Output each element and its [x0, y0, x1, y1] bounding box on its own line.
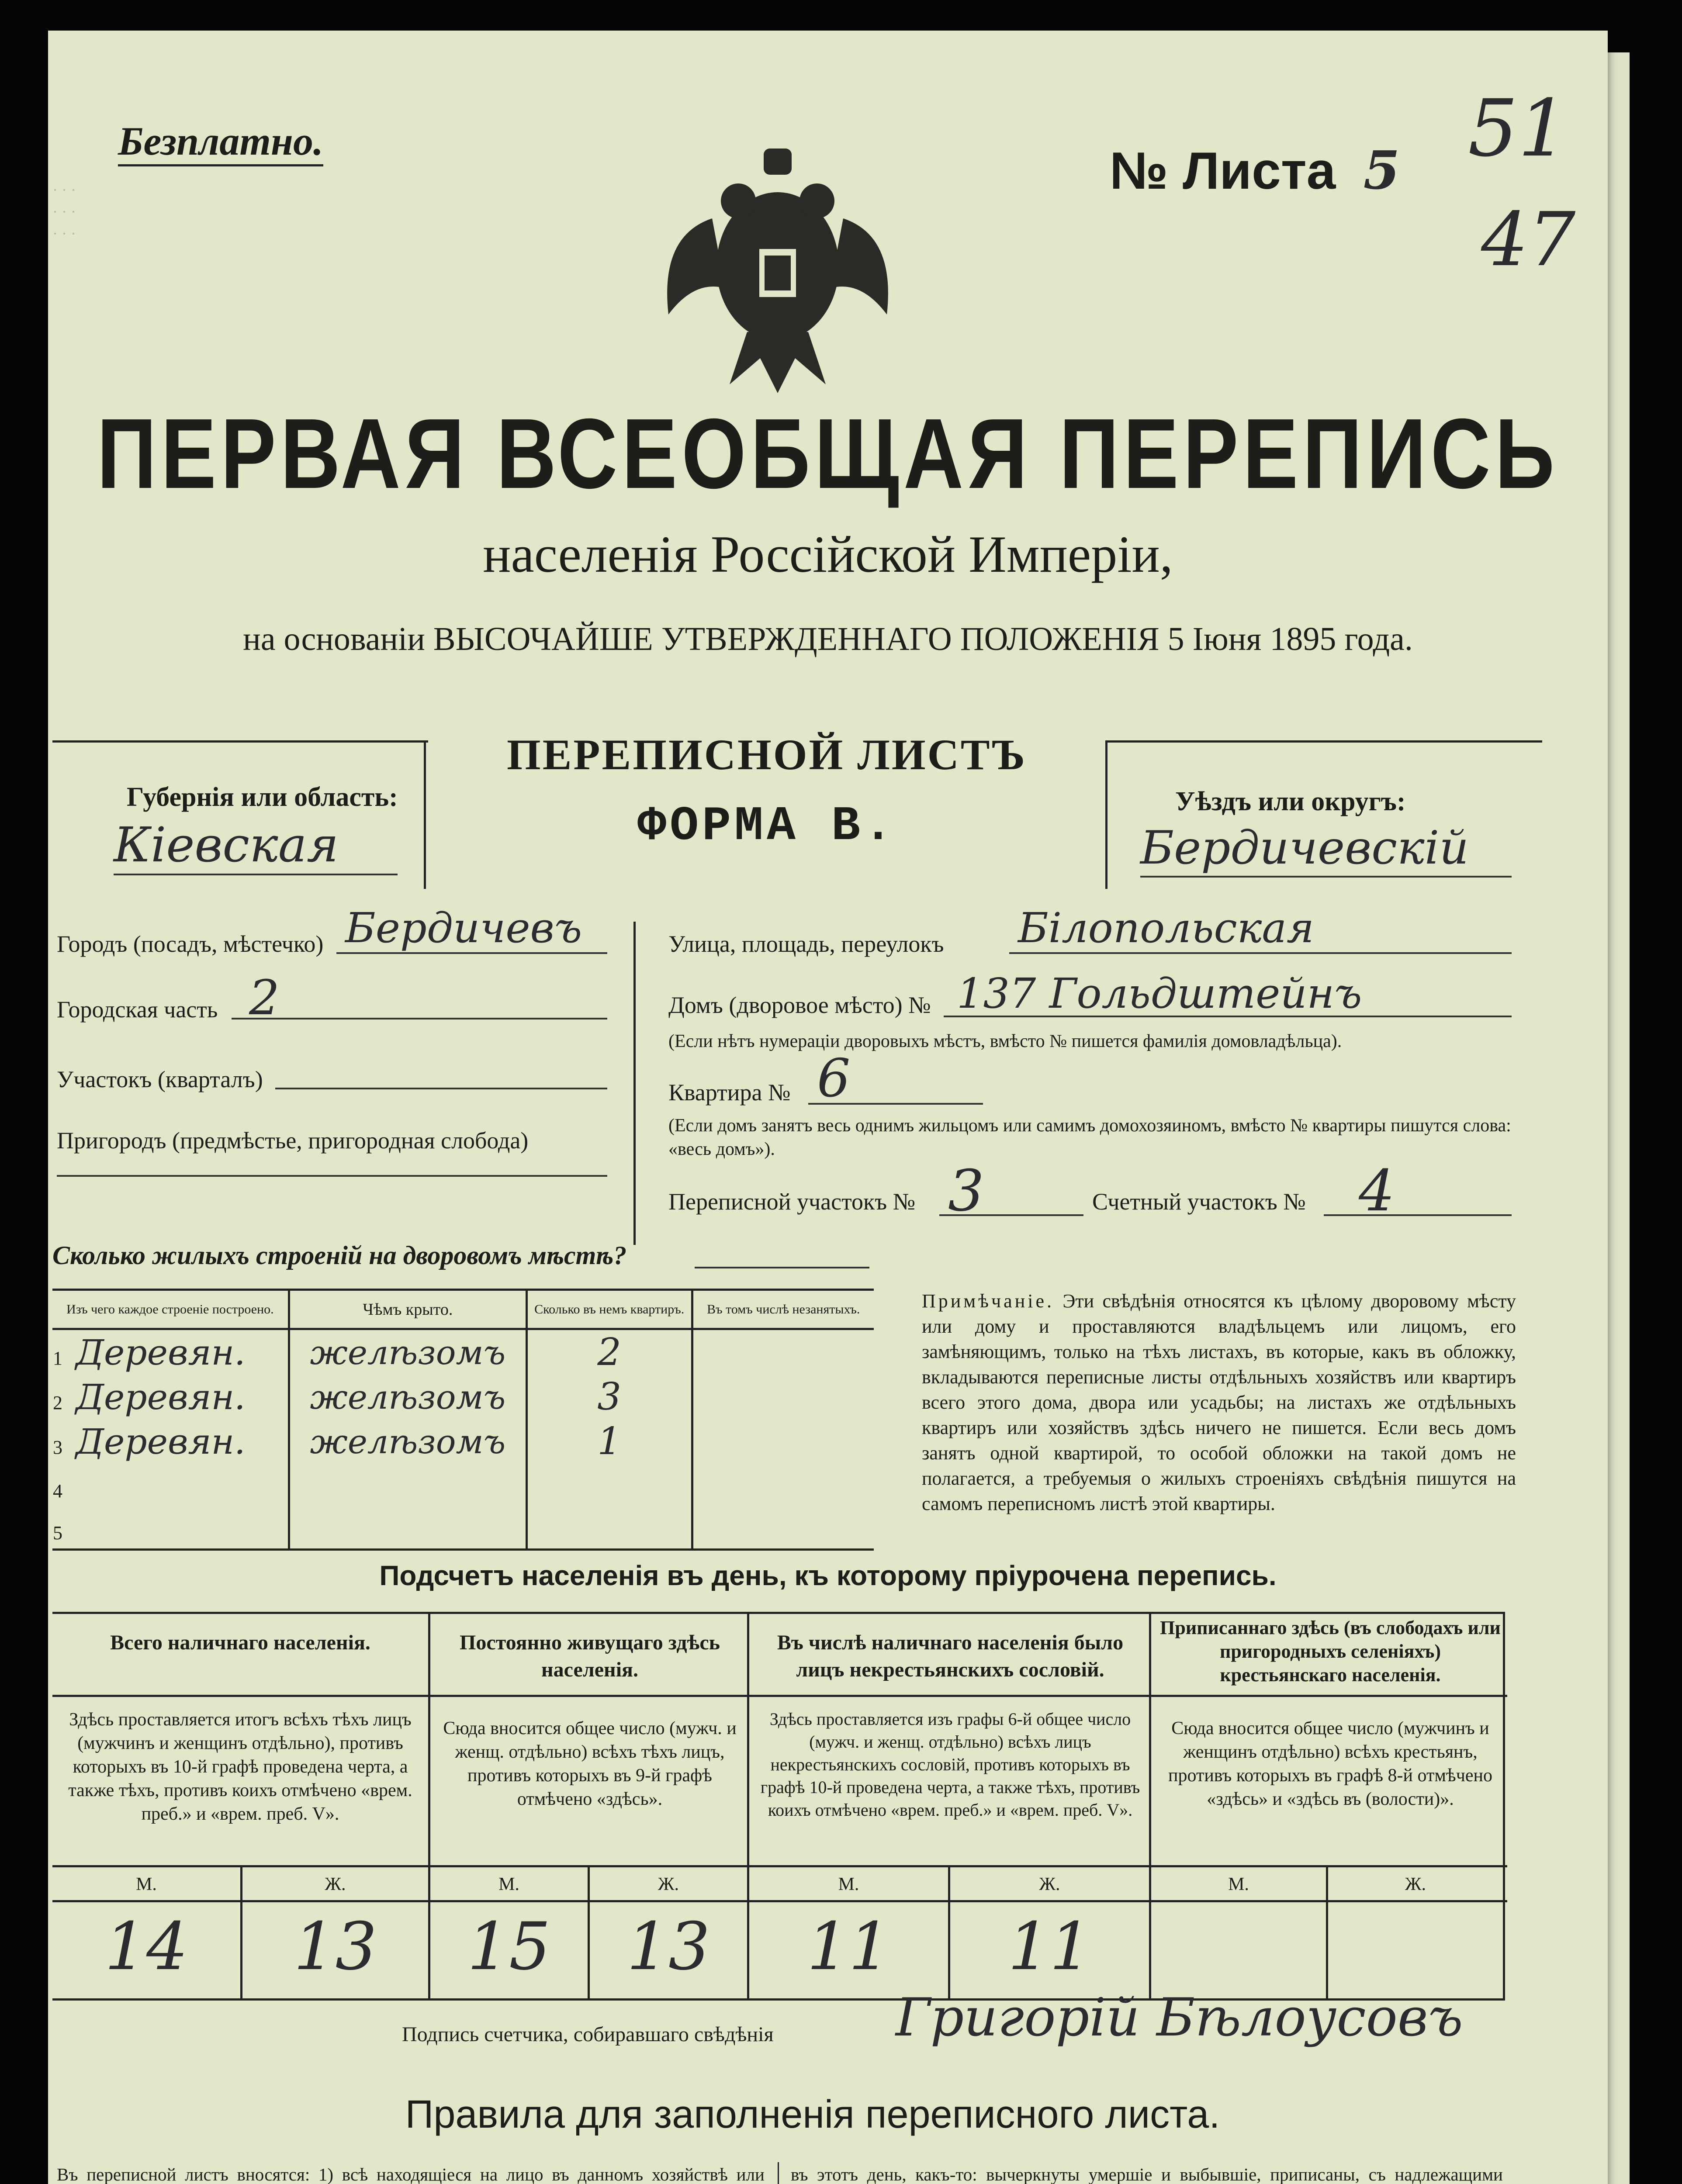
roof-cell: желѣзомъ [289, 1419, 526, 1464]
count-title: Подсчетъ населенія въ день, къ которому пріурочена перепись. [379, 1560, 1277, 1591]
divider [778, 2162, 779, 2184]
table-row [52, 1464, 874, 1507]
census-area-value: 3 [948, 1158, 984, 1224]
row-number: 4 [53, 1480, 62, 1502]
divider [52, 740, 428, 743]
city-label: Городъ (посадъ, мѣстечко) [57, 931, 324, 957]
underline [232, 1018, 607, 1019]
material-cell [52, 1375, 289, 1419]
subtitle: населенія Россійской Имперіи, [483, 525, 1173, 583]
roof-cell: желѣзомъ [289, 1375, 526, 1419]
free-label: Безплатно. [118, 118, 323, 166]
underline [939, 1214, 1083, 1216]
apartment-note: (Если домъ занятъ весь однимъ жильцомъ или самимъ домохозяиномъ, вмѣсто № квартиры пишутся слова: «весь домъ»). [668, 1116, 1511, 1159]
underline [336, 952, 607, 954]
row-number: 1 [53, 1347, 62, 1369]
rules-right-column: въ этотъ день, какъ-то: вычеркнуты умершіе и выбывшіе, приписаны, съ надлежащими [791, 2164, 1503, 2184]
buildings-table [52, 1289, 874, 1551]
underline [57, 1175, 607, 1177]
roof-cell: желѣзомъ [289, 1329, 526, 1375]
basis-line: на основаніи ВЫСОЧАЙШЕ УТВЕРЖДЕННАГО ПОЛОЖЕНІЯ 5 Іюня 1895 года. [243, 621, 1413, 657]
underline [944, 1016, 1512, 1017]
material-value: Деревян. [76, 1421, 246, 1462]
female-label: Ж. [1405, 1874, 1426, 1894]
note-title: Примѣчаніе. [922, 1290, 1055, 1312]
material-cell [52, 1419, 289, 1464]
form-title: ФОРМА В. [637, 799, 896, 854]
count-col2-head: Постоянно живущаго здѣсь населенія. [459, 1631, 720, 1681]
rules-left-column: Въ переписной листъ вносятся: 1) всѣ находящіеся на лицо въ данномъ хозяйствѣ или [57, 2164, 765, 2184]
underline [1140, 876, 1512, 878]
count-col3-male: 11 [807, 1909, 890, 1985]
divider [52, 1865, 1507, 1867]
sheet-number-value: 5 [1363, 140, 1400, 201]
female-label: Ж. [658, 1874, 679, 1894]
divider [633, 922, 636, 1245]
apartment-value: 6 [817, 1048, 851, 1109]
buildings-question: Сколько жилыхъ строеній на дворовомъ мѣстѣ? [52, 1241, 627, 1270]
count-col1-body: Здѣсь проставляется итогъ всѣхъ тѣхъ лицъ (мужчинъ и женщинъ отдѣльно), противъ которыхъ въ 10-й графѣ проведена черта, а также тѣхъ, противъ коихъ отмѣчено «врем. преб.» и «врем. преб. V». [68, 1710, 412, 1824]
uezd-value: Бердичевскій [1140, 821, 1469, 874]
row-number: 2 [53, 1392, 62, 1413]
material-cell [52, 1464, 289, 1507]
district-label: Участокъ (кварталъ) [57, 1066, 263, 1092]
census-sheet [48, 31, 1608, 2184]
underline [1324, 1214, 1512, 1216]
apartments-cell: 1 [526, 1419, 692, 1464]
table-row [52, 1507, 874, 1549]
table-row [52, 1329, 874, 1375]
uezd-label: Уѣздъ или округъ: [1175, 787, 1406, 816]
table-header: Въ томъ числѣ незанятыхъ. [692, 1290, 874, 1329]
material-value: Деревян. [76, 1376, 246, 1417]
divider [1105, 740, 1107, 889]
underline [808, 1103, 983, 1105]
female-label: Ж. [1039, 1874, 1060, 1894]
material-value: Деревян. [76, 1332, 246, 1373]
underline [275, 1088, 607, 1089]
count-col1-female: 13 [294, 1909, 377, 1985]
count-col2-male: 15 [467, 1909, 551, 1985]
imperial-eagle-icon [660, 149, 896, 393]
divider [52, 1900, 1507, 1902]
census-area-label: Переписной участокъ № [668, 1189, 916, 1215]
apartments-cell [526, 1464, 692, 1507]
count-col4-head: Приписаннаго здѣсь (въ слободахъ или пригородныхъ селеніяхъ) крестьянскаго населенія. [1160, 1617, 1501, 1686]
signature-value: Григорій Бѣлоусовъ [896, 1987, 1463, 2048]
empty-cell [692, 1329, 874, 1375]
table-header: Чѣмъ крыто. [289, 1290, 526, 1329]
roof-cell [289, 1507, 526, 1549]
empty-cell [692, 1375, 874, 1419]
divider [1105, 740, 1542, 743]
suburb-label: Пригородъ (предмѣстье, пригородная слобода) [57, 1127, 529, 1154]
corner-annotation-2: 47 [1481, 197, 1576, 283]
count-col2-female: 13 [626, 1909, 710, 1985]
count-col1-male: 14 [104, 1909, 188, 1985]
count-col3-body: Здѣсь проставляется изъ графы 6-й общее число (мужч. и женщ. отдѣльно) всѣхъ лицъ некрестьянскихъ сословій, противъ которыхъ въ графѣ 10-й проведена черта, а также тѣхъ, противъ коихъ отмѣчено «врем. преб.» и «врем. преб. V». [760, 1709, 1140, 1820]
sheet-title: ПЕРЕПИСНОЙ ЛИСТЪ [506, 730, 1027, 779]
count-col4-body: Сюда вносится общее число (мужчинъ и женщинъ отдѣльно) всѣхъ крестьянъ, противъ которыхъ въ графѣ 8-й отмѣчено «здѣсь» и «здѣсь въ (волости)». [1168, 1718, 1492, 1809]
empty-cell [692, 1464, 874, 1507]
city-value: Бердичевъ [345, 904, 582, 952]
city-part-value: 2 [249, 970, 280, 1026]
count-col3-head: Въ числѣ наличнаго населенія было лицъ некрестьянскихъ сословій. [777, 1631, 1124, 1681]
street-label: Улица, площадь, переулокъ [668, 931, 944, 957]
male-label: М. [498, 1874, 519, 1894]
count-area-value: 4 [1359, 1158, 1395, 1224]
divider [1149, 1612, 1151, 1998]
signature-label: Подпись счетчика, собиравшаго свѣдѣнія [402, 2023, 774, 2046]
apartments-cell: 2 [526, 1329, 692, 1375]
house-value: 137 Гольдштейнъ [957, 970, 1362, 1018]
sheet-number-label [1110, 140, 1400, 201]
table-row [52, 1375, 874, 1419]
row-number: 3 [53, 1436, 62, 1458]
apartments-cell [526, 1507, 692, 1549]
divider [424, 740, 426, 889]
gubernia-value: Кіевская [114, 817, 339, 873]
empty-cell [692, 1419, 874, 1464]
table-header: Изъ чего каждое строеніе построено. [52, 1290, 289, 1329]
material-cell [52, 1507, 289, 1549]
female-label: Ж. [325, 1874, 346, 1894]
underline [1009, 952, 1512, 954]
count-col2-body: Сюда вносится общее число (мужч. и женщ. отдѣльно) всѣхъ тѣхъ лицъ, противъ которыхъ въ 9-й графѣ отмѣчено «здѣсь». [443, 1718, 737, 1809]
apartment-label: Квартира № [668, 1079, 791, 1106]
male-label: М. [136, 1874, 157, 1894]
house-note: (Если нѣтъ нумераціи дворовыхъ мѣстъ, вмѣсто № пишется фамилія домовладѣльца). [668, 1031, 1342, 1051]
row-number: 5 [53, 1522, 62, 1544]
apartments-cell: 3 [526, 1375, 692, 1419]
count-col3-female: 11 [1008, 1909, 1091, 1985]
divider [52, 1695, 1507, 1697]
sheet-number-caption: № Листа [1110, 142, 1336, 200]
note-text: Эти свѣдѣнія относятся къ цѣлому дворовому мѣсту или дому и проставляются владѣльцемъ или лицомъ, его замѣняющимъ, только на тѣхъ листахъ, въ которые, какъ въ обложку, вкладываются переписные листы отдѣльныхъ хозяйствъ или квартиръ всего этого дома, двора или усадьбы; на листахъ же отдѣльныхъ квартиръ или хозяйствъ здѣсь ничего не пишется. Если весь домъ занятъ одной квартирой, то особой обложки на такой домъ не полагается, а требуемыя о жилыхъ строеніяхъ свѣдѣнія пишутся на самомъ переписномъ листѣ этой квартиры. [922, 1290, 1516, 1514]
corner-annotation-1: 51 [1468, 83, 1568, 174]
count-col1-head: Всего наличнаго населенія. [110, 1631, 370, 1654]
buildings-note [922, 1289, 1516, 1517]
house-label: Домъ (дворовое мѣсто) № [668, 992, 931, 1018]
roof-cell [289, 1464, 526, 1507]
underline [695, 1267, 869, 1268]
gubernia-label: Губернія или область: [127, 782, 398, 812]
city-part-label: Городская часть [57, 996, 218, 1023]
table-header: Сколько въ немъ квартиръ. [526, 1290, 692, 1329]
count-area-label: Счетный участокъ № [1092, 1189, 1306, 1215]
underline [114, 874, 398, 875]
material-cell [52, 1329, 289, 1375]
male-label: М. [838, 1874, 859, 1894]
main-title: ПЕРВАЯ ВСЕОБЩАЯ ПЕРЕПИСЬ [97, 398, 1559, 510]
empty-cell [692, 1507, 874, 1549]
table-row [52, 1419, 874, 1464]
table-header-row [52, 1290, 874, 1329]
street-value: Білопольская [1018, 904, 1314, 952]
male-label: М. [1228, 1874, 1249, 1894]
rules-title: Правила для заполненія переписного листа. [405, 2093, 1220, 2136]
bleed-through-left: · · · · · · · · · [52, 181, 76, 242]
